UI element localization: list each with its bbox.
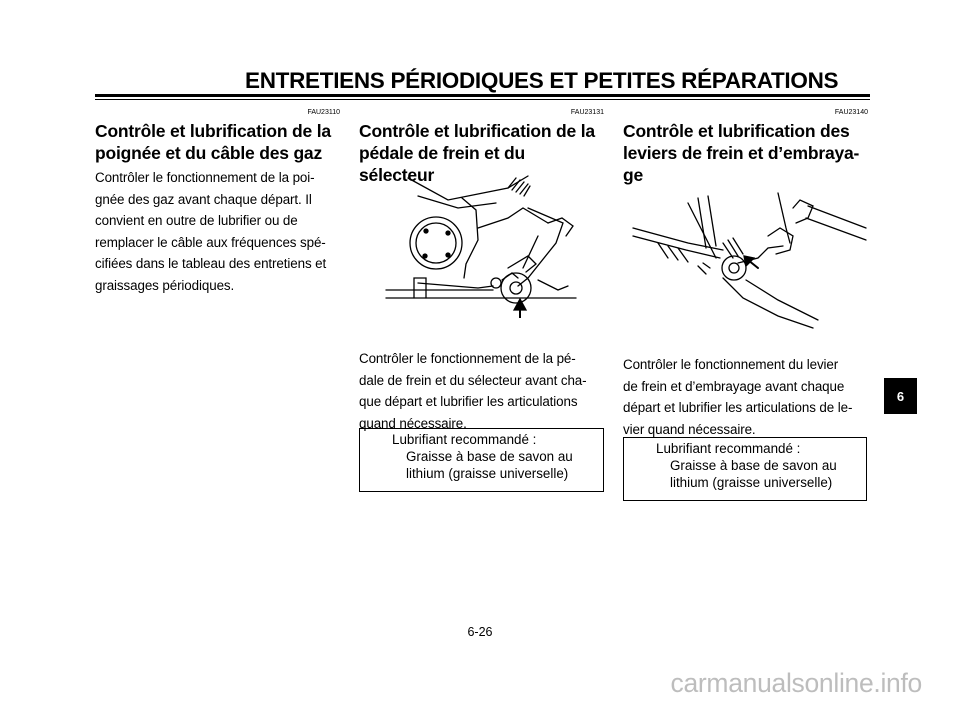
section-body: [359, 348, 604, 434]
body-line: que départ et lubrifier les articulations: [359, 394, 578, 409]
lubricant-value: [406, 448, 592, 482]
title-line: ge: [623, 165, 644, 185]
lubricant-box: [623, 437, 867, 501]
section-code: FAU23131: [570, 109, 604, 116]
section-title: [623, 120, 868, 186]
body-line: de frein et d’embrayage avant chaque: [623, 378, 845, 394]
body-line: départ et lubrifier les articulations de le-: [623, 400, 853, 415]
chapter-tab: 6: [884, 378, 917, 414]
title-line: Contrôle et lubrification de la: [359, 121, 595, 141]
page-number: 6-26: [467, 625, 493, 639]
body-line: graissages périodiques.: [95, 277, 235, 293]
body-line: cifiées dans le tableau des entretiens et: [95, 256, 327, 271]
section-code: FAU23140: [834, 109, 868, 116]
body-line: quand nécessaire.: [359, 415, 467, 431]
body-line: gnée des gaz avant chaque départ. Il: [95, 191, 312, 207]
body-line: Contrôler le fonctionnement de la poi-: [95, 170, 315, 185]
page-header-title: ENTRETIENS PÉRIODIQUES ET PETITES RÉPARATIONS: [245, 68, 839, 93]
body-line: dale de frein et du sélecteur avant cha-: [359, 372, 587, 388]
section-2-text: [359, 345, 604, 434]
brake-pedal-illustration: [378, 168, 583, 318]
title-line: poignée et du câble des gaz: [95, 143, 323, 163]
watermark: carmanualsonline.info: [670, 668, 922, 698]
section-throttle: [95, 108, 340, 296]
lubricant-value-line: Graisse à base de savon au: [406, 449, 573, 464]
lubricant-value-line: lithium (graisse universelle): [406, 466, 569, 481]
section-title: [95, 120, 340, 164]
lubricant-value-line: Graisse à base de savon au: [670, 458, 837, 473]
title-line: Contrôle et lubrification de la: [95, 121, 331, 141]
body-line: Contrôler le fonctionnement du levier: [623, 357, 839, 372]
title-line: pédale de frein et du sélecteur: [359, 143, 525, 185]
section-levers: [623, 108, 868, 186]
lubricant-value-line: lithium (graisse universelle): [670, 475, 833, 490]
title-line: Contrôle et lubrification des: [623, 121, 850, 141]
title-line: leviers de frein et d’embraya-: [623, 143, 860, 163]
body-line: vier quand nécessaire.: [623, 421, 756, 437]
body-line: Contrôler le fonctionnement de la pé-: [359, 351, 576, 366]
section-body: [623, 354, 868, 440]
section-code: FAU23110: [307, 109, 340, 116]
lubricant-label: Lubrifiant recommandé :: [656, 441, 801, 456]
body-line: remplacer le câble aux fréquences spé-: [95, 234, 326, 250]
section-body: [95, 167, 340, 296]
section-3-text: [623, 351, 868, 440]
header-rule-thin: [95, 99, 870, 100]
lever-illustration: [628, 188, 868, 340]
body-line: convient en outre de lubrifier ou de: [95, 213, 298, 228]
lubricant-value: [670, 457, 856, 491]
lubricant-label: Lubrifiant recommandé :: [392, 432, 537, 447]
lubricant-box: [359, 428, 604, 492]
header-rule: [95, 94, 870, 97]
